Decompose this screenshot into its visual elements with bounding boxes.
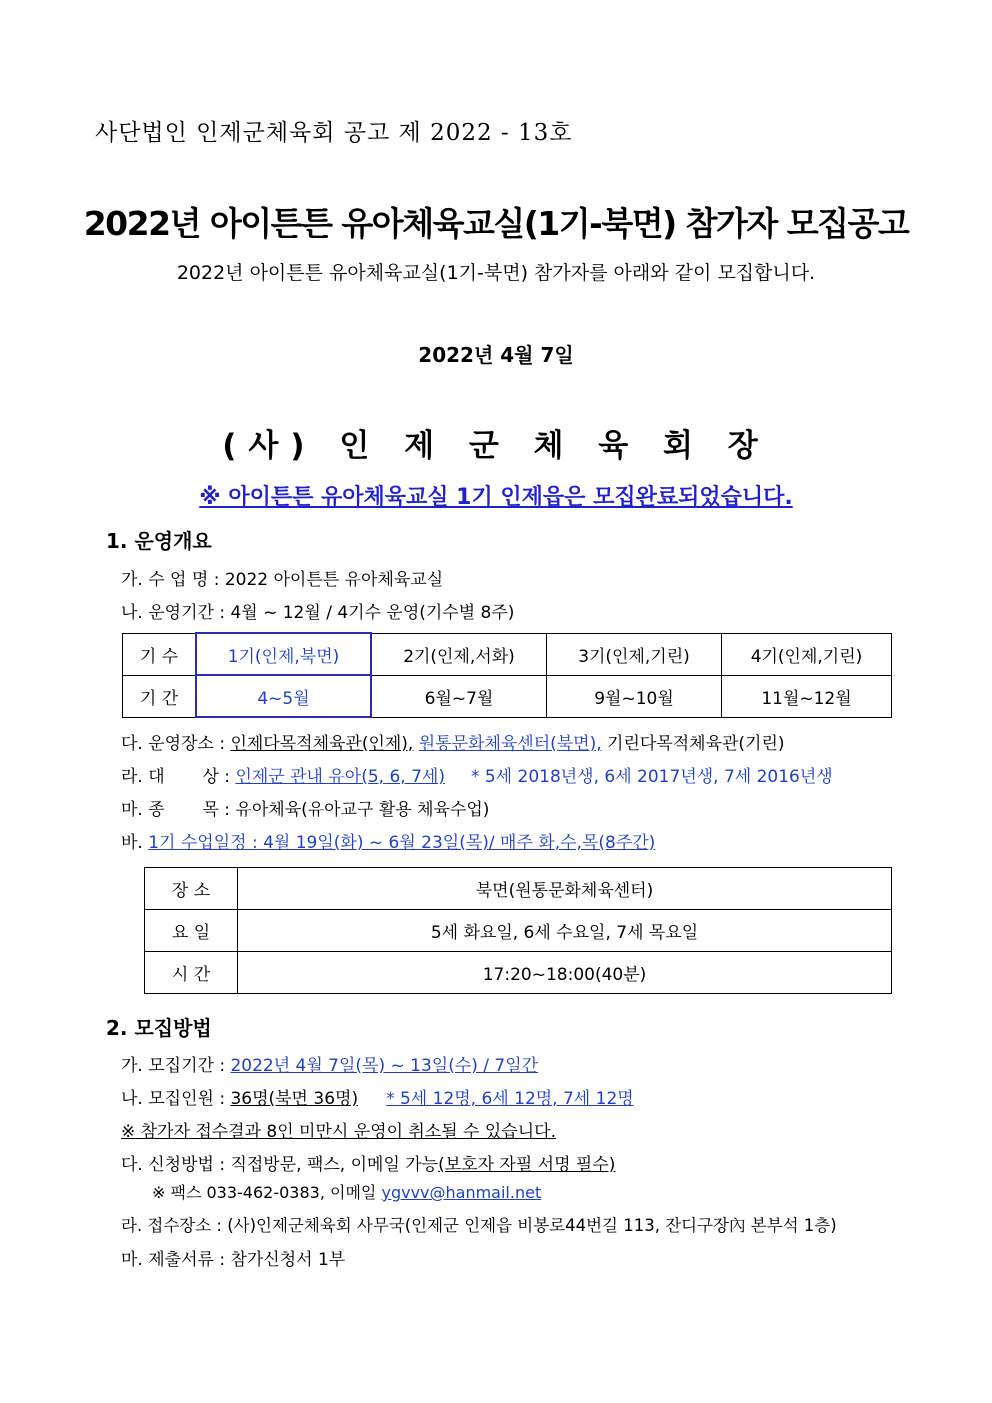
section-1-heading: 1. 운영개요: [106, 529, 212, 553]
apply-method-line: [121, 1150, 615, 1175]
page-title: 2022년 아이튼튼 유아체육교실(1기-북면) 참가자 모집공고: [83, 204, 909, 243]
period-label: 기 간: [123, 675, 197, 717]
fax-email-line: [152, 1180, 541, 1203]
email-link[interactable]: ygvvv@hanmail.net: [381, 1183, 542, 1202]
venue-bukmyeon: 원통문화체육센터(북면),: [418, 734, 602, 754]
venue-girin: 기린다목적체육관(기린): [601, 734, 785, 754]
section-2-heading: 2. 모집방법: [106, 1016, 212, 1040]
venue-label: 다. 운영장소 :: [121, 734, 231, 754]
documents-line: 마. 제출서류 : 참가신청서 1부: [121, 1250, 346, 1270]
recruit-period-line: [121, 1051, 538, 1076]
period-2: 6월~7월: [371, 675, 547, 717]
fax-label: ※ 팩스 033-462-0383, 이메일: [152, 1183, 382, 1202]
apply-method-note: (보호자 자필 서명 필수): [438, 1155, 616, 1175]
schedule-label-time: 시 간: [145, 952, 238, 994]
schedule-label-day: 요 일: [145, 910, 238, 952]
target-value: 인제군 관내 유아(5, 6, 7세): [235, 767, 445, 787]
period-1: 4~5월: [196, 675, 371, 717]
cancel-warning: ※ 참가자 접수결과 8인 미만시 운영이 취소될 수 있습니다.: [121, 1122, 556, 1142]
venue-inje: 인제다목적체육관(인제),: [230, 734, 414, 754]
recruit-count-line: [121, 1084, 634, 1109]
recruit-period-value: 2022년 4월 7일(목) ~ 13일(수) / 7일간: [230, 1056, 539, 1076]
class-name-line: 가. 수 업 명 : 2022 아이튼튼 유아체육교실: [121, 570, 444, 590]
schedule-value: 1기 수업일정 : 4월 19일(화) ~ 6월 23일(목)/ 매주 화,수,목(8주간): [148, 833, 656, 853]
schedule-label: 바.: [121, 833, 149, 853]
term-3: 3기(인제,기린): [547, 633, 722, 675]
reception-place-line: 라. 접수장소 : (사)인제군체육회 사무국(인제군 인제읍 비봉로44번길 113, 잔디구장內 본부석 1층): [121, 1216, 837, 1235]
period-4: 11월~12월: [722, 675, 892, 717]
recruit-count-note: * 5세 12명, 6세 12명, 7세 12명: [386, 1089, 634, 1109]
recruit-count-label: 나. 모집인원 :: [121, 1089, 231, 1109]
apply-method-label: 다. 신청방법 : 직접방문, 팩스, 이메일 가능: [121, 1155, 439, 1175]
closed-notice: ※ 아이튼튼 유아체육교실 1기 인제읍은 모집완료되었습니다.: [199, 485, 793, 510]
schedule-label-place: 장 소: [145, 868, 238, 910]
notice-number: 사단법인 인제군체육회 공고 제 2022 - 13호: [95, 120, 573, 146]
schedule-value-day: 5세 화요일, 6세 수요일, 7세 목요일: [238, 910, 892, 952]
operation-period-line: 나. 운영기간 : 4월 ~ 12월 / 4기수 운영(기수별 8주): [121, 603, 515, 623]
schedule-table: [144, 867, 892, 994]
term-label: 기 수: [123, 633, 197, 675]
term-4: 4기(인제,기린): [722, 633, 892, 675]
recruit-period-label: 가. 모집기간 :: [121, 1056, 231, 1076]
sport-line: 마. 종 목 : 유아체육(유아교구 활용 체육수업): [121, 800, 490, 820]
venue-line: [121, 729, 785, 754]
schedule-line: [121, 828, 655, 853]
period-3: 9월~10월: [547, 675, 722, 717]
target-note: * 5세 2018년생, 6세 2017년생, 7세 2016년생: [470, 767, 833, 787]
target-label: 라. 대 상 :: [121, 767, 236, 787]
term-2: 2기(인제,서화): [371, 633, 547, 675]
target-line: [121, 762, 833, 787]
term-1: 1기(인제,북면): [196, 633, 371, 675]
schedule-value-place: 북면(원통문화체육센터): [238, 868, 892, 910]
schedule-value-time: 17:20~18:00(40분): [238, 952, 892, 994]
notice-date: 2022년 4월 7일: [418, 343, 574, 367]
organization-head: (사) 인 제 군 체 육 회 장: [222, 428, 770, 464]
subtitle: 2022년 아이튼튼 유아체육교실(1기-북면) 참가자를 아래와 같이 모집합니다.: [176, 262, 816, 284]
period-table: [122, 632, 892, 718]
recruit-count-value: 36명(북면 36명): [230, 1089, 359, 1109]
